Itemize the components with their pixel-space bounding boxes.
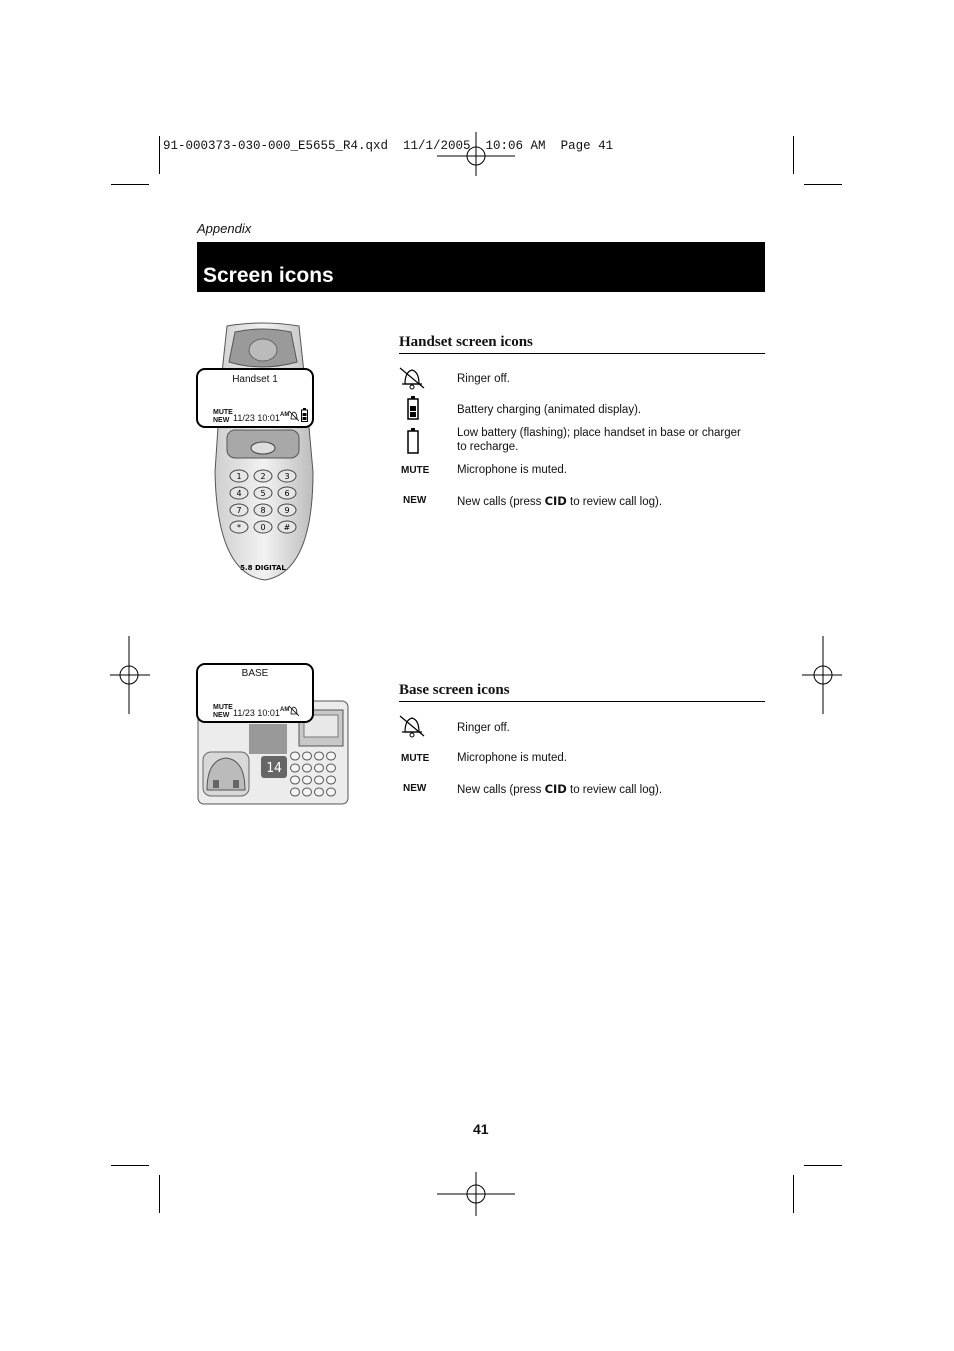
base-lcd-display	[196, 663, 314, 723]
new-indicator: NEW	[403, 495, 427, 506]
base-icon-desc: New calls (press CID to review call log).	[457, 782, 663, 796]
registration-mark-icon	[437, 126, 515, 176]
lcd-datetime: 11/23 10:01	[233, 708, 280, 718]
lcd-ringer-off-icon	[289, 705, 299, 717]
base-section-heading: Base screen icons	[399, 682, 510, 698]
page-number: 41	[473, 1121, 489, 1137]
handset-key-label: #	[283, 523, 291, 532]
base-icon-desc: Ringer off.	[457, 722, 510, 734]
handset-key-label: 0	[260, 523, 266, 532]
lcd-base-name: BASE	[241, 668, 269, 679]
handset-lcd-display	[196, 368, 314, 428]
base-key	[303, 752, 312, 760]
lcd-datetime: 11/23 10:01	[233, 413, 280, 423]
mute-indicator: MUTE	[401, 753, 430, 764]
battery-low-icon	[407, 428, 419, 454]
handset-icon-desc: New calls (press CID to review call log).	[457, 494, 663, 508]
handset-illustration	[205, 322, 320, 584]
lcd-ringer-off-icon	[289, 410, 299, 422]
base-key	[327, 776, 336, 784]
crop-mark	[111, 1165, 149, 1166]
base-message-counter: 14	[266, 761, 282, 776]
crop-mark	[793, 1175, 794, 1213]
crop-mark	[159, 1175, 160, 1213]
handset-icon-desc: Ringer off.	[457, 373, 510, 385]
crop-mark	[804, 1165, 842, 1166]
handset-key-label: 1	[236, 472, 242, 481]
lcd-handset-name: Handset 1	[232, 374, 278, 385]
lcd-battery-icon	[301, 408, 308, 422]
handset-key-label: 8	[260, 506, 266, 515]
lcd-new-label: NEW	[213, 417, 230, 424]
handset-key-label: 3	[284, 472, 290, 481]
handset-key-label: 7	[236, 506, 242, 515]
base-key	[291, 788, 300, 796]
mute-indicator: MUTE	[401, 465, 430, 476]
base-key	[291, 752, 300, 760]
handset-key-label: 4	[236, 489, 242, 498]
lcd-ampm: AM	[280, 707, 290, 713]
registration-mark-icon	[802, 636, 842, 714]
handset-key-label: 2	[260, 472, 266, 481]
base-key	[315, 788, 324, 796]
base-key	[291, 764, 300, 772]
lcd-ampm: AM	[280, 412, 290, 418]
base-key	[327, 752, 336, 760]
section-label: Appendix	[197, 221, 252, 236]
lcd-mute-label: MUTE	[213, 409, 233, 416]
cid-key-label: CID	[544, 494, 567, 508]
handset-brand: 5.8 DIGITAL	[240, 564, 286, 572]
handset-key-label: 5	[260, 489, 266, 498]
handset-section-heading: Handset screen icons	[399, 334, 533, 350]
handset-icon-desc: Microphone is muted.	[457, 464, 567, 476]
crop-mark	[159, 136, 160, 174]
base-key	[303, 776, 312, 784]
base-key	[303, 764, 312, 772]
handset-key-label: *	[237, 523, 241, 532]
registration-mark-icon	[110, 636, 150, 714]
handset-icon-desc: Low battery (flashing); place handset in base or charger to recharge.	[457, 427, 741, 453]
heading-rule	[399, 701, 765, 702]
handset-icon-desc: Battery charging (animated display).	[457, 404, 642, 416]
print-slug: 91-000373-030-000_E5655_R4.qxd 11/1/2005 10:06 AM Page 41	[163, 139, 614, 153]
base-key	[327, 788, 336, 796]
handset-key-label: 6	[284, 489, 290, 498]
ringer-off-icon	[398, 714, 426, 738]
crop-mark	[111, 184, 149, 185]
registration-mark-icon	[437, 1172, 515, 1216]
page-title: Screen icons	[203, 264, 334, 287]
crop-mark	[793, 136, 794, 174]
base-key	[315, 764, 324, 772]
cid-key-label: CID	[544, 782, 567, 796]
base-key	[327, 764, 336, 772]
base-key	[315, 776, 324, 784]
new-indicator: NEW	[403, 783, 427, 794]
title-bar	[197, 242, 765, 292]
base-key	[291, 776, 300, 784]
base-icon-desc: Microphone is muted.	[457, 752, 567, 764]
lcd-new-label: NEW	[213, 712, 230, 719]
base-key	[303, 788, 312, 796]
battery-charging-icon	[407, 396, 419, 420]
heading-rule	[399, 353, 765, 354]
ringer-off-icon	[398, 366, 426, 390]
handset-key-label: 9	[284, 506, 290, 515]
base-key	[315, 752, 324, 760]
lcd-mute-label: MUTE	[213, 704, 233, 711]
crop-mark	[804, 184, 842, 185]
